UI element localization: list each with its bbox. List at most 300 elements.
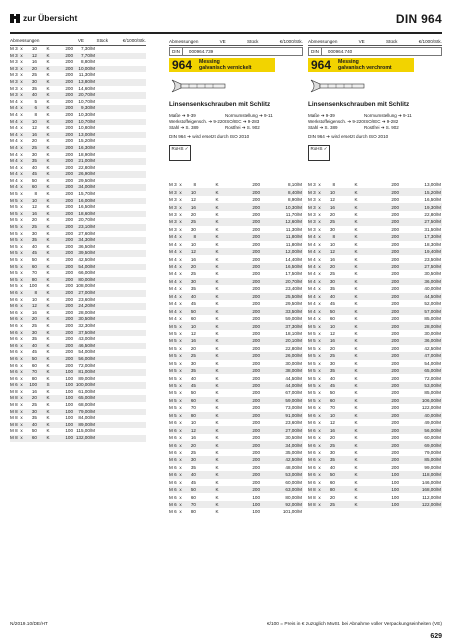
spec-link[interactable]: Rostfrei ➔ S. 902	[364, 125, 399, 130]
cell-price: 18,30/M	[424, 241, 441, 247]
spec-links	[169, 113, 303, 131]
cell-thread: M 4	[308, 271, 316, 277]
cell-qty: 200	[391, 256, 399, 262]
cell-x: x	[179, 383, 182, 389]
cell-x: x	[318, 375, 321, 381]
cell-price: 36,00/M	[424, 278, 441, 284]
top-bar	[10, 13, 442, 31]
cell-ve: K	[354, 502, 358, 508]
cell-thread: M 5	[10, 263, 18, 269]
cell-length: 80	[190, 412, 196, 418]
table-row	[169, 248, 303, 255]
cell-length: 20	[190, 211, 196, 217]
cell-length: 10	[31, 197, 37, 203]
cell-length: 12	[31, 204, 37, 210]
table-row	[169, 360, 303, 367]
table-row	[10, 79, 146, 86]
cell-price: 81,00/M	[78, 369, 95, 375]
cell-length: 12	[329, 420, 335, 426]
back-to-overview-link[interactable]	[10, 13, 77, 23]
cell-length: 60	[31, 263, 37, 269]
cell-length: 50	[329, 390, 335, 396]
cell-x: x	[20, 85, 23, 91]
spec-link[interactable]: Stahl ➔ S. 389	[169, 125, 199, 130]
cell-length: 8	[332, 182, 335, 188]
table-row	[10, 105, 146, 112]
cell-x: x	[20, 421, 23, 427]
table-row	[169, 389, 303, 396]
cell-x: x	[20, 289, 23, 295]
spec-link[interactable]: Rostfrei ➔ S. 902	[225, 125, 260, 130]
cell-qty: 200	[391, 353, 399, 359]
cell-ve: K	[354, 278, 358, 284]
table-row	[10, 171, 146, 178]
cell-qty: 100	[65, 395, 73, 401]
spec-link[interactable]: Normumstellung ➔ 9-11	[364, 113, 412, 118]
cell-thread: M 5	[308, 360, 316, 366]
cell-thread: M 6	[308, 449, 316, 455]
cell-price: 85,00/M	[424, 390, 441, 396]
spec-link[interactable]: Maße ➔ 9-39	[308, 113, 335, 118]
cell-qty: 200	[391, 383, 399, 389]
cell-thread: M 6	[169, 479, 177, 485]
cell-price: 99,00/M	[424, 464, 441, 470]
cell-length: 60	[190, 397, 196, 403]
cell-thread: M 3	[10, 52, 18, 58]
spec-link[interactable]: ISO/IEC ➔ 9-282	[364, 119, 399, 124]
table-row	[169, 300, 303, 307]
cell-ve: K	[215, 330, 219, 336]
cell-ve: K	[354, 464, 358, 470]
cell-ve: K	[215, 264, 219, 270]
cell-length: 50	[31, 355, 37, 361]
cell-length: 50	[190, 390, 196, 396]
cell-x: x	[20, 197, 23, 203]
table-row	[308, 218, 442, 225]
cell-ve: K	[215, 435, 219, 441]
cell-qty: 200	[65, 125, 73, 131]
article-number	[308, 47, 442, 56]
cell-thread: M 3	[308, 197, 316, 203]
cell-thread: M 6	[10, 375, 18, 381]
cell-ve: K	[46, 303, 50, 309]
cell-ve: K	[354, 316, 358, 322]
table-row	[10, 152, 146, 159]
cell-qty: 100	[65, 408, 73, 414]
cell-thread: M 3	[10, 85, 18, 91]
cell-ve: K	[354, 390, 358, 396]
cell-qty: 200	[65, 197, 73, 203]
table-row	[10, 409, 146, 416]
cell-qty: 200	[65, 263, 73, 269]
cell-qty: 200	[65, 210, 73, 216]
table-row	[169, 441, 303, 448]
cell-qty: 200	[65, 105, 73, 111]
cell-thread: M 3	[10, 78, 18, 84]
cell-thread: M 6	[169, 464, 177, 470]
cell-ve: K	[46, 362, 50, 368]
cell-thread: M 3	[169, 226, 177, 232]
table-row	[10, 316, 146, 323]
cell-qty: 200	[252, 204, 260, 210]
cell-ve: K	[354, 211, 358, 217]
cell-price: 15,70/M	[78, 191, 95, 197]
cell-ve: K	[46, 402, 50, 408]
table-row	[169, 367, 303, 374]
cell-price: 25,50/M	[285, 293, 302, 299]
cell-thread: M 5	[169, 383, 177, 389]
cell-qty: 200	[252, 449, 260, 455]
cell-price: 10,80/M	[78, 125, 95, 131]
cell-price: 30,50/M	[424, 271, 441, 277]
spec-link[interactable]: Werkstoffeigensch. ➔ 9-220	[169, 119, 225, 124]
cell-x: x	[20, 52, 23, 58]
cell-qty: 200	[65, 329, 73, 335]
cell-x: x	[20, 98, 23, 104]
cell-qty: 200	[252, 189, 260, 195]
cell-x: x	[20, 362, 23, 368]
cell-price: 16,30/M	[78, 144, 95, 150]
cell-length: 50	[31, 428, 37, 434]
cell-ve: K	[215, 219, 219, 225]
cell-thread: M 4	[169, 316, 177, 322]
cell-qty: 100	[65, 415, 73, 421]
screw-drawing-icon	[169, 75, 229, 97]
cell-ve: K	[354, 405, 358, 411]
cell-ve: K	[215, 420, 219, 426]
cell-length: 16	[190, 435, 196, 441]
table-row	[10, 369, 146, 376]
cell-x: x	[20, 217, 23, 223]
footer-price-note: €/100 = Preis in € zuzüglich MwSt. bei Abnahme voller Verpackungseinheiten (VE)	[266, 622, 442, 627]
cell-x: x	[20, 230, 23, 236]
cell-ve: K	[354, 323, 358, 329]
cell-qty: 200	[252, 316, 260, 322]
cell-ve: K	[354, 249, 358, 255]
cell-ve: K	[215, 316, 219, 322]
cell-x: x	[179, 278, 182, 284]
cell-qty: 200	[391, 241, 399, 247]
cell-qty: 200	[391, 264, 399, 270]
cell-thread: M 4	[10, 184, 18, 190]
table-row	[308, 456, 442, 463]
cell-ve: K	[354, 360, 358, 366]
table-row	[169, 493, 303, 500]
cell-length: 35	[190, 286, 196, 292]
cell-qty: 200	[391, 211, 399, 217]
cell-thread: M 6	[10, 355, 18, 361]
cell-x: x	[20, 243, 23, 249]
cell-x: x	[318, 182, 321, 188]
cell-qty: 200	[391, 249, 399, 255]
cell-price: 13,80/M	[78, 78, 95, 84]
cell-thread: M 6	[308, 435, 316, 441]
cell-qty: 200	[65, 362, 73, 368]
cell-x: x	[179, 293, 182, 299]
cell-price: 72,00/M	[78, 362, 95, 368]
cell-x: x	[318, 256, 321, 262]
table-row	[308, 382, 442, 389]
cell-x: x	[20, 270, 23, 276]
cell-ve: K	[46, 257, 50, 262]
table-row	[308, 464, 442, 471]
article-code: 000964.739	[188, 49, 214, 54]
cell-ve: K	[46, 52, 50, 58]
cell-ve: K	[46, 250, 50, 256]
cell-qty: 200	[65, 98, 73, 104]
cell-length: 8	[332, 234, 335, 240]
table-row	[308, 501, 442, 508]
spec-links	[308, 113, 442, 131]
cell-price: 23,10/M	[78, 224, 95, 230]
cell-length: 45	[31, 349, 37, 355]
table-row	[10, 435, 146, 442]
cell-thread: M 5	[308, 338, 316, 344]
cell-price: 44,50/M	[285, 375, 302, 381]
cell-price: 30,50/M	[285, 435, 302, 441]
cell-length: 45	[329, 383, 335, 389]
table-row	[10, 264, 146, 271]
cell-ve: K	[46, 296, 50, 302]
cell-thread: M 4	[169, 301, 177, 307]
cell-x: x	[179, 397, 182, 403]
cell-ve: S	[46, 382, 50, 388]
cell-ve: K	[46, 144, 50, 150]
cell-qty: 200	[65, 349, 73, 355]
table-row	[169, 486, 303, 493]
cell-price: 91,00/M	[285, 412, 302, 418]
cell-qty: 200	[65, 191, 73, 197]
cell-price: 12,60/M	[285, 219, 302, 225]
cell-price: 8,40/M	[287, 189, 302, 195]
table-row	[169, 404, 303, 411]
cell-length: 50	[190, 308, 196, 314]
cell-thread: M 5	[10, 197, 18, 203]
cell-qty: 200	[65, 230, 73, 236]
cell-x: x	[20, 329, 23, 335]
cell-price: 42,50/M	[424, 345, 441, 351]
cell-x: x	[318, 301, 321, 307]
cell-thread: M 5	[169, 397, 177, 403]
col-header-dimensions: Abmessungen	[308, 38, 338, 44]
left-price-table	[10, 37, 146, 442]
cell-x: x	[179, 472, 182, 478]
cell-price: 23,60/M	[78, 296, 95, 302]
cell-ve: K	[215, 397, 219, 403]
spec-link[interactable]: Stahl ➔ S. 389	[308, 125, 338, 130]
cell-x: x	[179, 211, 182, 217]
table-row	[10, 112, 146, 119]
cell-length: 30	[31, 329, 37, 335]
cell-ve: K	[354, 330, 358, 336]
table-row	[308, 203, 442, 210]
cell-price: 132,00/M	[75, 435, 95, 441]
col-header-price: €/1000/Stk.	[279, 38, 303, 44]
cell-thread: M 4	[169, 234, 177, 240]
table-row	[169, 434, 303, 441]
cell-price: 15,20/M	[78, 138, 95, 144]
cell-qty: 200	[252, 427, 260, 433]
cell-x: x	[20, 408, 23, 414]
cell-qty: 100	[65, 382, 73, 388]
cell-length: 10	[190, 420, 196, 426]
cell-qty: 200	[391, 464, 399, 470]
cell-qty: 200	[65, 144, 73, 150]
cell-thread: M 6	[169, 420, 177, 426]
cell-ve: K	[354, 427, 358, 433]
table-row	[169, 456, 303, 463]
table-row	[169, 374, 303, 381]
cell-qty: 200	[65, 151, 73, 157]
cell-x: x	[318, 502, 321, 508]
table-row	[169, 322, 303, 329]
cell-thread: M 4	[169, 256, 177, 262]
cell-x: x	[318, 234, 321, 240]
col-header-dimensions: Abmessungen	[169, 38, 199, 44]
cell-qty: 100	[252, 494, 260, 500]
cell-ve: K	[46, 46, 50, 51]
cell-qty: 200	[65, 257, 73, 262]
cell-price: 53,00/M	[285, 472, 302, 478]
cell-qty: 200	[391, 442, 399, 448]
cell-thread: M 4	[308, 308, 316, 314]
cell-length: 16	[31, 309, 37, 315]
table-row	[10, 184, 146, 191]
cell-price: 79,00/M	[78, 408, 95, 414]
cell-ve: K	[46, 289, 50, 295]
spec-link[interactable]: Maße ➔ 9-39	[169, 113, 196, 118]
cell-thread: M 6	[10, 369, 18, 375]
cell-x: x	[179, 487, 182, 493]
cell-x: x	[318, 271, 321, 277]
table-row	[10, 204, 146, 211]
cell-thread: M 3	[169, 211, 177, 217]
cell-length: 25	[31, 224, 37, 230]
cell-length: 70	[31, 270, 37, 276]
table-row	[10, 382, 146, 389]
cell-x: x	[20, 78, 23, 84]
cell-x: x	[20, 263, 23, 269]
cell-thread: M 6	[308, 427, 316, 433]
cell-ve: K	[354, 375, 358, 381]
table-row	[10, 119, 146, 126]
cell-x: x	[318, 368, 321, 374]
cell-length: 25	[31, 402, 37, 408]
cell-qty: 200	[252, 323, 260, 329]
cell-length: 30	[190, 278, 196, 284]
cell-thread: M 4	[10, 171, 18, 177]
table-row	[10, 46, 146, 53]
cell-thread: M 5	[10, 191, 18, 197]
cell-length: 60	[31, 184, 37, 190]
table-row	[308, 270, 442, 277]
cell-x: x	[179, 271, 182, 277]
cell-thread: M 3	[308, 226, 316, 232]
spec-link[interactable]: Normumstellung ➔ 9-11	[225, 113, 273, 118]
table-row	[308, 330, 442, 337]
cell-x: x	[179, 301, 182, 307]
cell-length: 35	[31, 85, 37, 91]
cell-ve: K	[215, 412, 219, 418]
cell-price: 23,50/M	[424, 256, 441, 262]
cell-thread: M 4	[308, 241, 316, 247]
cell-price: 11,80/M	[285, 234, 302, 240]
cell-length: 30	[31, 151, 37, 157]
cell-thread: M 6	[169, 427, 177, 433]
cell-price: 47,00/M	[424, 353, 441, 359]
cell-x: x	[318, 457, 321, 463]
cell-ve: K	[46, 131, 50, 137]
spec-link[interactable]: Werkstoffeigensch. ➔ 9-220	[308, 119, 364, 124]
spec-link[interactable]: ISO/IEC ➔ 9-283	[225, 119, 260, 124]
cell-length: 12	[31, 303, 37, 309]
cell-x: x	[179, 405, 182, 411]
cell-price: 7,70/M	[80, 52, 95, 58]
cell-thread: M 5	[10, 224, 18, 230]
cell-ve: K	[46, 59, 50, 65]
cell-length: 20	[329, 211, 335, 217]
cell-x: x	[20, 402, 23, 408]
cell-thread: M 3	[10, 65, 18, 71]
table-row	[10, 191, 146, 198]
cell-x: x	[179, 375, 182, 381]
cell-thread: M 6	[169, 449, 177, 455]
cell-price: 19,40/M	[424, 249, 441, 255]
cell-x: x	[20, 349, 23, 355]
cell-price: 14,40/M	[285, 256, 302, 262]
cell-price: 17,50/M	[285, 271, 302, 277]
cell-ve: K	[46, 65, 50, 71]
cell-length: 16	[329, 256, 335, 262]
cell-ve: K	[46, 230, 50, 236]
cell-ve: K	[46, 164, 50, 170]
cell-qty: 200	[65, 237, 73, 243]
cell-qty: 100	[65, 375, 73, 381]
cell-length: 20	[31, 217, 37, 223]
cell-qty: 200	[65, 322, 73, 328]
cell-price: 8,80/M	[80, 59, 95, 65]
cell-length: 25	[190, 271, 196, 277]
cell-qty: 200	[252, 420, 260, 426]
cell-qty: 100	[65, 435, 73, 441]
cell-ve: K	[215, 368, 219, 374]
cell-price: 43,00/M	[78, 336, 95, 342]
cell-x: x	[318, 479, 321, 485]
cell-ve: K	[46, 118, 50, 124]
cell-thread: M 4	[10, 111, 18, 117]
cell-ve: K	[215, 390, 219, 396]
cell-qty: 100	[252, 502, 260, 508]
cell-ve: K	[215, 427, 219, 433]
cell-price: 44,00/M	[285, 383, 302, 389]
cell-thread: M 4	[308, 278, 316, 284]
cell-length: 16	[190, 256, 196, 262]
cell-thread: M 4	[308, 301, 316, 307]
cell-thread: M 6	[10, 309, 18, 315]
table-row	[169, 508, 303, 515]
cell-qty: 100	[391, 472, 399, 478]
cell-thread: M 4	[10, 151, 18, 157]
cell-qty: 200	[252, 271, 260, 277]
cell-price: 39,50/M	[78, 250, 95, 256]
cell-qty: 200	[65, 72, 73, 78]
table-row	[10, 363, 146, 370]
cell-thread: M 5	[10, 217, 18, 223]
cell-qty: 200	[65, 184, 73, 190]
cell-x: x	[179, 234, 182, 240]
cell-x: x	[179, 390, 182, 396]
cell-price: 101,00/M	[282, 509, 302, 515]
